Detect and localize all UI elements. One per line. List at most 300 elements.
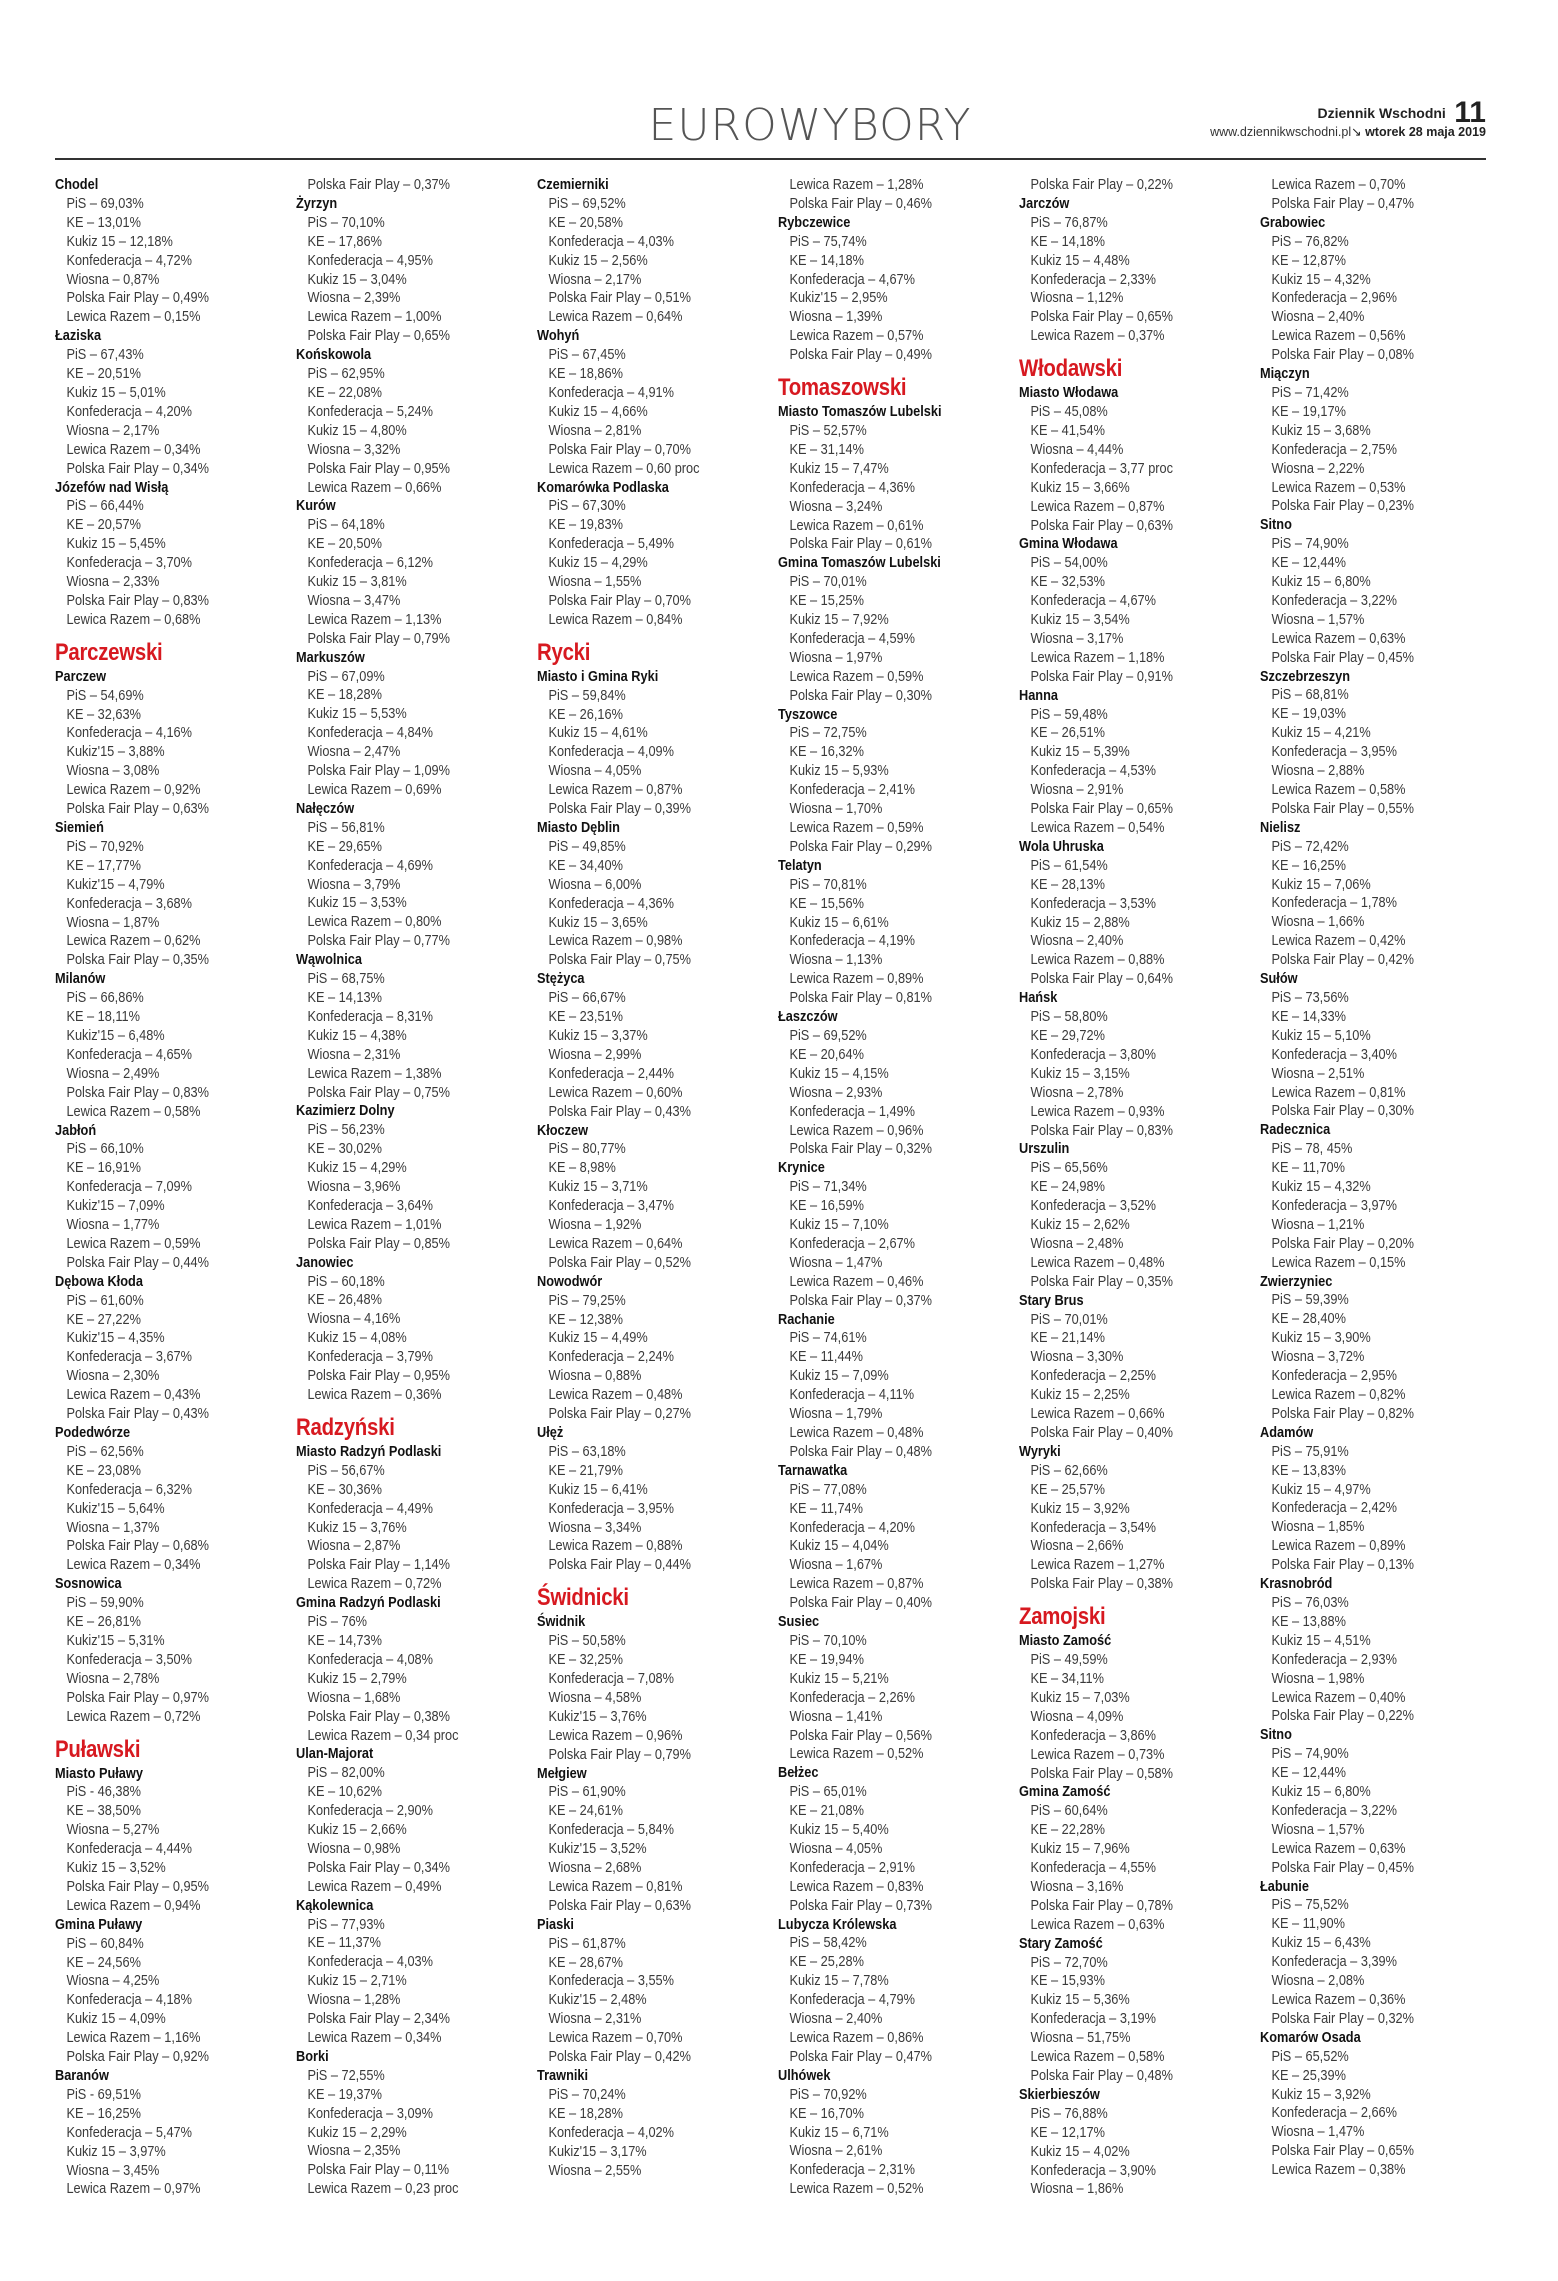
locality-name: Łaszczów — [778, 1009, 838, 1026]
result-line: Konfederacja – 3,90% — [1030, 2162, 1157, 2179]
locality-name: Jarczów — [1019, 195, 1070, 212]
result-line: PiS – 49,85% — [548, 838, 626, 855]
locality-name: Wąwolnica — [296, 952, 362, 969]
result-line: KE – 25,57% — [1030, 1481, 1105, 1498]
result-line: PiS – 56,67% — [307, 1462, 385, 1479]
result-line: Konfederacja – 3,54% — [1030, 1519, 1157, 1536]
result-line: Polska Fair Play – 0,42% — [1271, 952, 1414, 969]
result-line: Polska Fair Play – 0,68% — [66, 1538, 209, 1555]
result-line: Lewica Razem – 0,48% — [1030, 1254, 1165, 1271]
result-line: KE – 12,17% — [1030, 2124, 1105, 2141]
result-line: KE – 16,91% — [66, 1160, 141, 1177]
result-line: KE – 15,25% — [789, 593, 864, 610]
result-line: Lewica Razem – 1,28% — [789, 177, 924, 193]
result-line: Polska Fair Play – 0,81% — [789, 990, 932, 1007]
result-line: Polska Fair Play – 0,42% — [548, 2049, 691, 2066]
locality-name: Czemierniki — [537, 177, 609, 193]
locality-name: Krasnobród — [1260, 1576, 1333, 1593]
result-line: PiS – 62,66% — [1030, 1462, 1108, 1479]
result-line: Wiosna – 2,17% — [548, 271, 642, 288]
result-line: Kukiz'15 – 3,76% — [548, 1708, 647, 1725]
result-line: Wiosna – 4,05% — [789, 1840, 883, 1857]
locality-name: Trawniki — [537, 2068, 589, 2084]
result-line: KE – 13,88% — [1271, 1613, 1346, 1630]
result-line: Kukiz 15 – 6,41% — [548, 1481, 648, 1498]
result-line: Polska Fair Play – 0,39% — [548, 801, 691, 818]
result-line: Wiosna – 4,05% — [548, 763, 642, 780]
result-line: Kukiz 15 – 7,06% — [1271, 876, 1371, 893]
county-heading: Włodawski — [1019, 355, 1123, 383]
result-line: PiS – 76,82% — [1271, 233, 1349, 250]
result-line: PiS – 54,00% — [1030, 555, 1108, 572]
result-line: KE – 28,40% — [1271, 1311, 1346, 1328]
result-line: Kukiz 15 – 5,10% — [1271, 1027, 1371, 1044]
result-line: Wiosna – 1,39% — [789, 309, 883, 326]
locality-name: Stary Brus — [1019, 1292, 1084, 1309]
result-line: Konfederacja – 8,31% — [307, 1008, 434, 1025]
result-line: Lewica Razem – 0,54% — [1030, 820, 1165, 836]
result-line: KE – 22,28% — [1030, 1822, 1105, 1839]
result-line: PiS – 56,23% — [307, 1122, 385, 1139]
result-line: Lewica Razem – 0,87% — [1030, 498, 1165, 515]
result-line: Konfederacja – 3,22% — [1271, 1802, 1398, 1819]
result-line: Polska Fair Play – 0,79% — [548, 1746, 691, 1763]
result-line: PiS – 75,74% — [789, 233, 867, 250]
result-line: Lewica Razem – 0,93% — [1030, 1103, 1165, 1120]
locality-name: Jabłoń — [55, 1122, 97, 1139]
result-line: Wiosna – 2,40% — [789, 2011, 883, 2028]
result-line: KE – 8,98% — [548, 1160, 616, 1177]
result-line: Kukiz 15 – 2,66% — [307, 1822, 407, 1839]
result-line: KE – 29,72% — [1030, 1027, 1105, 1044]
result-line: Wiosna – 2,87% — [307, 1538, 401, 1555]
result-line: Wiosna – 3,34% — [548, 1519, 642, 1536]
locality-name: Skierbieszów — [1019, 2086, 1100, 2103]
result-line: Lewica Razem – 0,56% — [1271, 328, 1406, 345]
result-line: PiS – 58,42% — [789, 1935, 867, 1952]
result-line: Konfederacja – 3,67% — [66, 1349, 193, 1366]
result-line: Kukiz'15 – 6,48% — [66, 1027, 165, 1044]
result-line: KE – 19,03% — [1271, 706, 1346, 723]
result-line: PiS – 68,75% — [307, 971, 385, 988]
locality-name: Krynice — [778, 1160, 825, 1177]
result-line: KE – 21,79% — [548, 1462, 623, 1479]
result-line: Kukiz 15 – 4,49% — [548, 1330, 648, 1347]
result-line: Polska Fair Play – 0,45% — [1271, 649, 1414, 666]
result-line: Kukiz 15 – 6,61% — [789, 914, 889, 931]
result-line: Konfederacja – 4,09% — [548, 744, 675, 761]
result-line: Lewica Razem – 0,86% — [789, 2030, 924, 2046]
result-line: KE – 14,13% — [307, 989, 382, 1006]
result-line: Konfederacja – 4,95% — [307, 252, 434, 269]
result-line: Wiosna – 3,24% — [789, 498, 883, 515]
result-line: Lewica Razem – 0,87% — [548, 782, 683, 799]
result-line: PiS – 52,57% — [789, 422, 867, 439]
result-line: PiS – 72,42% — [1271, 838, 1349, 855]
result-line: Polska Fair Play – 0,95% — [307, 460, 450, 477]
locality-name: Hanna — [1019, 687, 1059, 704]
locality-name: Janowiec — [296, 1254, 354, 1271]
result-line: KE – 28,67% — [548, 1954, 623, 1971]
result-line: Kukiz 15 – 4,66% — [548, 403, 648, 420]
result-line: Wiosna – 2,91% — [1030, 782, 1124, 799]
result-line: Polska Fair Play – 0,61% — [789, 536, 932, 553]
page-number: 11 — [1454, 96, 1486, 129]
result-line: Kukiz 15 – 2,62% — [1030, 1217, 1130, 1234]
result-line: Konfederacja – 4,72% — [66, 252, 193, 269]
result-line: Konfederacja – 4,65% — [66, 1046, 193, 1063]
newspaper-name: Dziennik Wschodni — [1317, 105, 1446, 121]
result-line: Polska Fair Play – 0,35% — [66, 952, 209, 969]
result-line: PiS – 61,54% — [1030, 857, 1108, 874]
result-line: Polska Fair Play – 0,32% — [1271, 2010, 1414, 2027]
locality-name: Sitno — [1260, 517, 1292, 534]
result-line: Polska Fair Play – 0,45% — [1271, 1859, 1414, 1876]
result-line: Konfederacja – 1,78% — [1271, 895, 1398, 912]
result-line: Lewica Razem – 0,60 proc — [548, 460, 700, 477]
result-line: KE – 27,22% — [66, 1311, 141, 1328]
result-line: KE – 15,56% — [789, 895, 864, 912]
result-line: Lewica Razem – 0,49% — [307, 1878, 442, 1895]
locality-name: Rachanie — [778, 1311, 835, 1328]
result-line: Lewica Razem – 0,36% — [307, 1387, 442, 1403]
locality-name: Kazimierz Dolny — [296, 1103, 395, 1120]
result-line: Lewica Razem – 0,34 proc — [307, 1727, 459, 1744]
result-line: Wiosna – 3,72% — [1271, 1349, 1365, 1366]
result-line: Polska Fair Play – 0,75% — [548, 952, 691, 969]
locality-name: Sułów — [1260, 971, 1298, 988]
result-line: Lewica Razem – 0,61% — [789, 517, 924, 534]
locality-name: Kłoczew — [537, 1122, 589, 1139]
result-line: KE – 11,70% — [1271, 1160, 1345, 1177]
result-line: Kukiz 15 – 4,29% — [548, 555, 648, 572]
result-line: Lewica Razem – 0,48% — [789, 1425, 924, 1441]
result-line: Kukiz 15 – 5,53% — [307, 706, 407, 723]
result-line: Konfederacja – 3,70% — [66, 555, 193, 572]
website-link[interactable]: www.dziennikwschodni.pl — [1210, 125, 1352, 139]
result-line: Konfederacja – 4,49% — [307, 1500, 434, 1517]
result-line: KE – 24,56% — [66, 1954, 141, 1971]
result-line: KE – 12,87% — [1271, 252, 1346, 269]
result-line: Konfederacja – 2,66% — [1271, 2105, 1398, 2122]
result-line: Lewica Razem – 0,43% — [66, 1387, 201, 1404]
result-line: Konfederacja – 3,53% — [1030, 895, 1157, 912]
result-line: KE – 15,93% — [1030, 1973, 1105, 1990]
result-line: PiS – 66,86% — [66, 990, 144, 1007]
result-line: Lewica Razem – 0,58% — [66, 1103, 201, 1120]
result-line: Konfederacja – 4,79% — [789, 1992, 916, 2009]
result-line: Konfederacja – 2,42% — [1271, 1500, 1398, 1517]
result-line: Wiosna – 1,55% — [548, 574, 642, 591]
result-line: KE – 21,14% — [1030, 1330, 1105, 1347]
result-line: Polska Fair Play – 0,22% — [1271, 1708, 1414, 1725]
result-line: Kukiz 15 – 4,97% — [1271, 1481, 1371, 1498]
result-line: PiS – 67,43% — [66, 347, 144, 364]
result-line: KE – 13,83% — [1271, 1462, 1346, 1479]
result-line: PiS – 72,70% — [1030, 1954, 1108, 1971]
result-line: PiS – 66,44% — [66, 498, 144, 515]
result-line: KE – 30,02% — [307, 1141, 382, 1158]
result-line: Wiosna – 2,40% — [1271, 309, 1365, 326]
result-line: Konfederacja – 2,90% — [307, 1803, 434, 1820]
result-line: Lewica Razem – 0,64% — [548, 1235, 683, 1252]
result-line: Lewica Razem – 0,15% — [66, 309, 201, 326]
result-line: Wiosna – 2,39% — [307, 290, 401, 307]
locality-name: Urszulin — [1019, 1141, 1070, 1158]
masthead — [1210, 96, 1486, 141]
result-line: KE – 22,08% — [307, 384, 382, 401]
result-line: Polska Fair Play – 0,34% — [66, 460, 209, 477]
locality-name: Nałęczów — [296, 800, 355, 817]
result-line: Konfederacja – 5,24% — [307, 403, 434, 420]
result-line: PiS – 60,64% — [1030, 1803, 1108, 1820]
result-line: Polska Fair Play – 0,49% — [789, 347, 932, 364]
result-line: Konfederacja – 3,95% — [548, 1500, 675, 1517]
result-line: Lewica Razem – 0,84% — [548, 611, 683, 628]
result-line: PiS – 76,88% — [1030, 2105, 1108, 2122]
county-heading: Puławski — [55, 1735, 141, 1763]
result-line: Wiosna – 2,78% — [66, 1670, 160, 1687]
result-line: Kukiz 15 – 5,36% — [1030, 1992, 1130, 2009]
result-line: Lewica Razem – 0,80% — [307, 914, 442, 931]
result-line: KE – 23,08% — [66, 1462, 141, 1479]
result-line: Wiosna – 3,32% — [307, 441, 401, 458]
result-line: Polska Fair Play – 0,48% — [1030, 2068, 1173, 2084]
result-line: Wiosna – 4,16% — [307, 1311, 401, 1328]
locality-name: Miasto Tomaszów Lubelski — [778, 404, 942, 421]
result-line: Polska Fair Play – 0,73% — [789, 1897, 932, 1914]
result-line: Polska Fair Play – 0,27% — [548, 1406, 691, 1423]
result-line: Lewica Razem – 0,68% — [66, 611, 201, 628]
locality-name: Sitno — [1260, 1727, 1292, 1744]
result-line: KE – 18,11% — [66, 1009, 140, 1026]
result-line: Lewica Razem – 0,57% — [789, 328, 924, 345]
locality-name: Gmina Tomaszów Lubelski — [778, 555, 941, 572]
result-line: Kukiz 15 – 2,25% — [1030, 1387, 1130, 1404]
result-line: Wiosna – 2,81% — [548, 422, 642, 439]
result-line: Lewica Razem – 0,42% — [1271, 933, 1406, 950]
result-line: PiS – 54,69% — [66, 687, 144, 704]
locality-name: Piaski — [537, 1916, 574, 1933]
locality-name: Grabowiec — [1260, 214, 1326, 231]
result-line: Wiosna – 2,88% — [1271, 763, 1365, 780]
result-line: PiS – 78, 45% — [1271, 1141, 1353, 1158]
county-heading: Radzyński — [296, 1413, 395, 1441]
locality-name: Susiec — [778, 1614, 820, 1631]
result-line: Kukiz 15 – 6,71% — [789, 2124, 889, 2141]
result-line: Lewica Razem – 0,59% — [789, 820, 924, 836]
result-line: PiS – 62,95% — [307, 366, 385, 383]
result-line: Polska Fair Play – 0,47% — [789, 2048, 932, 2065]
result-line: Kukiz'15 – 7,09% — [66, 1198, 165, 1215]
result-line: Polska Fair Play – 0,95% — [66, 1878, 209, 1895]
result-line: Konfederacja – 4,44% — [66, 1841, 193, 1858]
result-line: Polska Fair Play – 0,40% — [789, 1595, 932, 1612]
result-line: KE – 41,54% — [1030, 422, 1105, 439]
result-line: Wiosna – 2,51% — [1271, 1065, 1365, 1082]
result-line: Kukiz'15 – 2,48% — [548, 1992, 647, 2009]
page-header — [55, 96, 1486, 158]
result-line: Wiosna – 4,25% — [66, 1973, 160, 1990]
result-line: Polska Fair Play – 0,65% — [1030, 801, 1173, 818]
result-line: Wiosna – 2,49% — [66, 1065, 160, 1082]
result-line: Konfederacja – 2,95% — [1271, 1368, 1398, 1385]
result-line: Kukiz 15 – 4,48% — [1030, 252, 1130, 269]
result-line: Lewica Razem – 0,40% — [1271, 1689, 1406, 1706]
result-line: PiS – 60,84% — [66, 1935, 144, 1952]
result-line: Wiosna – 1,79% — [789, 1406, 883, 1423]
result-line: Konfederacja – 2,33% — [1030, 271, 1157, 288]
county-heading: Parczewski — [55, 638, 163, 666]
result-line: Konfederacja – 4,67% — [1030, 593, 1157, 610]
result-line: Kukiz 15 – 2,29% — [307, 2124, 407, 2141]
result-line: Polska Fair Play – 0,85% — [307, 1235, 450, 1252]
result-line: Kukiz 15 – 3,04% — [307, 271, 407, 288]
result-line: Konfederacja – 4,59% — [789, 630, 916, 647]
result-line: KE – 18,86% — [548, 366, 623, 383]
locality-name: Nowodwór — [537, 1273, 603, 1290]
result-line: Konfederacja – 4,08% — [307, 1651, 434, 1668]
result-line: Kukiz 15 – 6,80% — [1271, 1784, 1371, 1801]
result-line: Lewica Razem – 0,89% — [789, 971, 924, 988]
result-line: Kukiz 15 – 6,80% — [1271, 574, 1371, 591]
result-line: Wiosna – 4,58% — [548, 1689, 642, 1706]
result-line: Lewica Razem – 0,38% — [1271, 2162, 1406, 2179]
result-line: Konfederacja – 5,47% — [66, 2124, 193, 2141]
result-line: Lewica Razem – 0,62% — [66, 933, 201, 950]
section-title: EUROWYBORY — [648, 100, 972, 151]
result-line: Lewica Razem – 0,96% — [789, 1122, 924, 1139]
result-line: Wiosna – 1,37% — [66, 1519, 160, 1536]
result-line: Wiosna – 3,79% — [307, 876, 401, 893]
result-line: Kukiz 15 – 4,02% — [1030, 2143, 1130, 2160]
result-line: Kukiz 15 – 4,15% — [789, 1065, 889, 1082]
result-line: Polska Fair Play – 0,58% — [1030, 1765, 1173, 1782]
result-line: Konfederacja – 4,16% — [66, 725, 193, 742]
results-column-1 — [55, 176, 293, 2199]
result-line: Polska Fair Play – 0,30% — [789, 687, 932, 704]
result-line: Kukiz 15 – 5,21% — [789, 1670, 889, 1687]
result-line: PiS – 74,90% — [1271, 536, 1349, 553]
result-line: Polska Fair Play – 0,55% — [1271, 800, 1414, 817]
result-line: Kukiz 15 – 12,18% — [66, 233, 173, 250]
result-line: Polska Fair Play – 0,65% — [307, 328, 450, 345]
result-line: Konfederacja – 3,52% — [1030, 1198, 1157, 1215]
result-line: Lewica Razem – 1,13% — [307, 611, 442, 628]
locality-name: Chodel — [55, 177, 99, 193]
result-line: Konfederacja – 3,80% — [1030, 1046, 1157, 1063]
result-line: PiS – 76,87% — [1030, 214, 1108, 231]
result-line: Kukiz 15 – 3,90% — [1271, 1330, 1371, 1347]
result-line: Konfederacja – 3,77 proc — [1030, 460, 1174, 477]
result-line: PiS – 69,03% — [66, 195, 144, 212]
result-line: KE – 11,74% — [789, 1500, 863, 1517]
result-line: Konfederacja – 4,36% — [789, 479, 916, 496]
result-line: Konfederacja – 6,12% — [307, 555, 434, 572]
result-line: PiS – 63,18% — [548, 1443, 626, 1460]
result-line: Kukiz 15 – 2,79% — [307, 1670, 407, 1687]
result-line: Konfederacja – 4,84% — [307, 725, 434, 742]
result-line: Lewica Razem – 0,53% — [1271, 479, 1406, 496]
result-line: Polska Fair Play – 2,34% — [307, 2011, 450, 2028]
result-line: Polska Fair Play – 0,78% — [1030, 1897, 1173, 1914]
result-line: Polska Fair Play – 0,29% — [789, 838, 932, 855]
locality-name: Kurów — [296, 498, 336, 515]
result-line: Wiosna – 4,09% — [1030, 1708, 1124, 1725]
locality-name: Gmina Zamość — [1019, 1784, 1111, 1801]
locality-name: Borki — [296, 2048, 329, 2065]
result-line: Konfederacja – 3,39% — [1271, 1954, 1398, 1971]
result-line: Wiosna – 1,47% — [789, 1254, 883, 1271]
result-line: PiS – 75,52% — [1271, 1897, 1349, 1914]
result-line: Wiosna – 3,45% — [66, 2162, 160, 2179]
result-line: PiS – 69,52% — [789, 1027, 867, 1044]
result-line: Kukiz 15 – 3,66% — [1030, 479, 1130, 496]
locality-name: Gmina Puławy — [55, 1916, 143, 1933]
result-line: Lewica Razem – 0,64% — [548, 309, 683, 326]
result-line: Lewica Razem – 0,73% — [1030, 1746, 1165, 1763]
result-line: PiS – 76,03% — [1271, 1594, 1349, 1611]
result-line: Polska Fair Play – 0,34% — [307, 1859, 450, 1876]
result-line: Konfederacja – 5,49% — [548, 536, 675, 553]
result-line: PiS - 69,51% — [66, 2086, 141, 2103]
result-line: Konfederacja – 2,67% — [789, 1235, 916, 1252]
result-line: PiS – 70,10% — [307, 214, 385, 231]
result-line: KE – 34,40% — [548, 857, 623, 874]
result-line: Polska Fair Play – 0,63% — [66, 801, 209, 818]
result-line: Lewica Razem – 1,16% — [66, 2030, 201, 2047]
result-line: Polska Fair Play – 0,82% — [1271, 1405, 1414, 1422]
result-line: Polska Fair Play – 0,52% — [548, 1254, 691, 1271]
result-line: Wiosna – 1,97% — [789, 649, 883, 666]
result-line: KE – 10,62% — [307, 1784, 382, 1801]
result-line: Wiosna – 2,33% — [66, 574, 160, 591]
locality-name: Miasto Puławy — [55, 1765, 143, 1782]
result-line: Wiosna – 2,08% — [1271, 1973, 1365, 1990]
result-line: Wiosna – 2,61% — [789, 2143, 883, 2160]
locality-name: Ułęż — [537, 1425, 564, 1441]
locality-name: Parczew — [55, 668, 107, 685]
locality-name: Stary Zamość — [1019, 1935, 1103, 1952]
result-line: Lewica Razem – 0,59% — [789, 668, 924, 685]
result-line: Lewica Razem – 0,72% — [307, 1576, 442, 1593]
result-line: Kukiz 15 – 7,09% — [789, 1368, 889, 1385]
result-line: Konfederacja – 3,97% — [1271, 1197, 1398, 1214]
result-line: Lewica Razem – 0,34% — [307, 2030, 442, 2046]
result-line: Lewica Razem – 0,98% — [548, 933, 683, 950]
result-line: Kukiz 15 – 3,52% — [66, 1860, 166, 1877]
result-line: PiS – 60,18% — [307, 1273, 385, 1290]
result-line: Lewica Razem – 0,66% — [307, 479, 442, 496]
result-line: Wiosna – 1,87% — [66, 914, 160, 931]
result-line: Konfederacja – 4,03% — [548, 233, 675, 250]
result-line: Wiosna – 0,88% — [548, 1368, 642, 1385]
result-line: Polska Fair Play – 0,95% — [307, 1368, 450, 1385]
result-line: Konfederacja – 3,68% — [66, 895, 193, 912]
locality-name: Zwierzyniec — [1260, 1273, 1333, 1290]
result-line: PiS – 72,75% — [789, 725, 867, 742]
result-line: Konfederacja – 4,55% — [1030, 1860, 1157, 1877]
result-line: Kukiz 15 – 3,54% — [1030, 612, 1130, 629]
result-line: KE – 14,18% — [789, 252, 864, 269]
result-line: Wiosna – 2,22% — [1271, 460, 1365, 477]
result-line: Wiosna – 51,75% — [1030, 2030, 1131, 2047]
results-column-6 — [1260, 176, 1498, 2180]
result-line: KE – 16,70% — [789, 2105, 864, 2122]
result-line: Wiosna – 0,87% — [66, 271, 160, 288]
result-line: PiS – 80,77% — [548, 1141, 626, 1158]
result-line: KE – 30,36% — [307, 1481, 382, 1498]
